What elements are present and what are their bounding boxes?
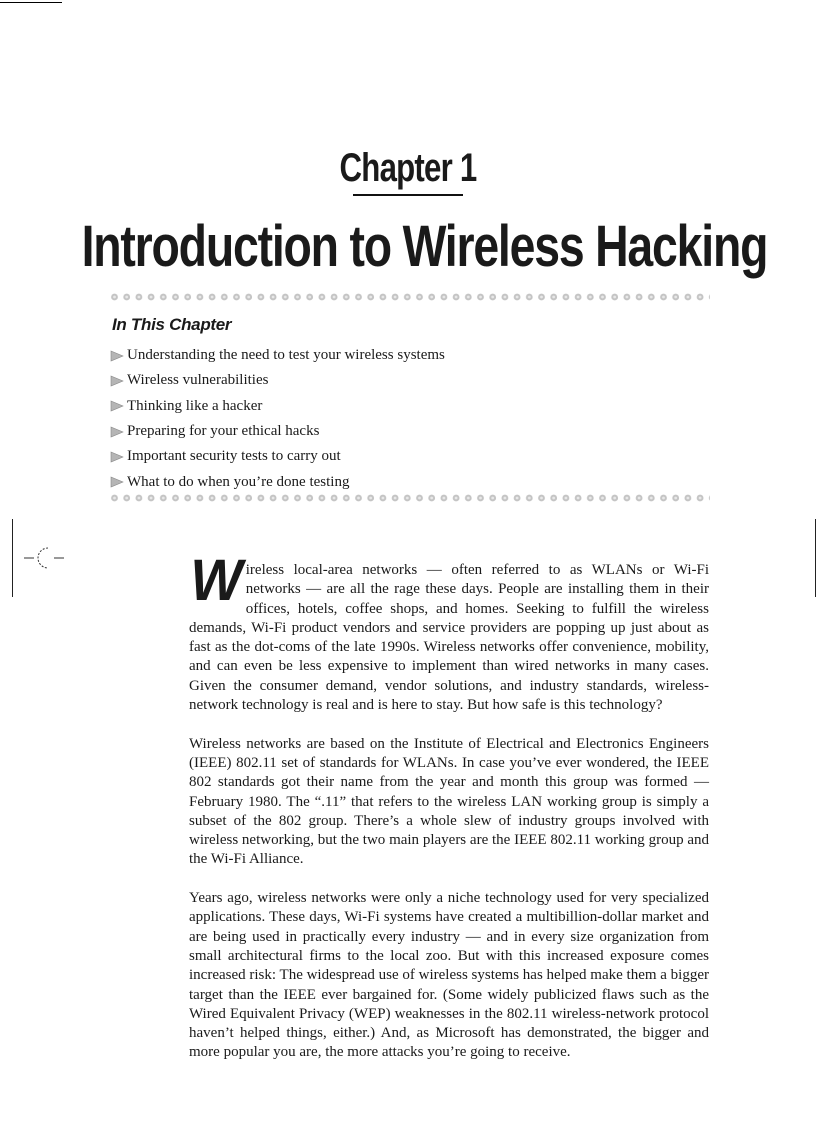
list-item-text: Important security tests to carry out — [127, 448, 341, 465]
list-item-text: Understanding the need to test your wireless systems — [127, 347, 445, 364]
arrow-bullet-icon — [108, 451, 126, 463]
chapter-body — [189, 548, 709, 1063]
paragraph-text: ireless local-area networks — often referred to as WLANs or Wi-Fi networks — are all the rage these days. People are installing them in their offices, hotels, coffee shops, and homes. Seeking to fulfill the wireless demands, Wi-Fi product vendors and service providers are popping up just about as fast as the dot-coms of the late 1990s. Wireless networks offer convenience, mobility, and can even be less expensive to implement than wired networks in many cases. Given the consumer demand, vendor solutions, and industry standards, wireless-network technology is real and is here to stay. But how safe is this technology? — [189, 562, 709, 714]
chapter-underline — [353, 194, 463, 196]
arrow-bullet-icon — [108, 476, 126, 488]
list-item — [108, 368, 445, 393]
registration-mark-icon — [22, 543, 66, 573]
body-paragraph-1 — [189, 548, 709, 715]
chapter-title: Introduction to Wireless Hacking — [81, 214, 768, 279]
dotted-divider-bottom — [110, 492, 710, 504]
crop-mark-top-left — [0, 2, 62, 3]
chapter-number: Chapter 1 — [339, 146, 477, 190]
body-paragraph-3: Years ago, wireless networks were only a niche technology used for very specialized applications. These days, Wi-Fi systems have created a multibillion-dollar market and are being used in practically every industry — and in every size organization from small architectural firms to the local zoo. But with this increased exposure comes increased risk: The widespread use of wireless systems has helped make them a bigger target than the IEEE ever bargained for. (Some widely publicized flaws such as the Wired Equivalent Privacy (WEP) weaknesses in the 802.11 wireless-network protocol haven’t helped things, either.) And, as Microsoft has demonstrated, the bigger and more popular you are, the more attacks you’re going to receive. — [189, 890, 709, 1061]
list-item — [108, 469, 445, 494]
list-item-text: What to do when you’re done testing — [127, 473, 350, 490]
list-item-text: Thinking like a hacker — [127, 397, 263, 414]
arrow-bullet-icon — [108, 350, 126, 362]
list-item — [108, 394, 445, 419]
chapter-topic-list — [108, 343, 445, 495]
list-item — [108, 419, 445, 444]
arrow-bullet-icon — [108, 426, 126, 438]
body-paragraph-2: Wireless networks are based on the Institute of Electrical and Electronics Engineers (IEEE) 802.11 set of standards for WLANs. In case you’ve ever wondered, the IEEE 802 standards got their name from the year and month this group was formed — February 1980. The “.11” that refers to the wireless LAN working group is simply a subset of the 802 group. There’s a whole slew of industry groups involved with wireless networking, but the two main players are the IEEE 802.11 working group and the Wi-Fi Alliance. — [189, 735, 709, 868]
drop-cap: W — [190, 548, 243, 613]
arrow-bullet-icon — [108, 400, 126, 412]
list-item — [108, 444, 445, 469]
list-item — [108, 343, 445, 368]
list-item-text: Preparing for your ethical hacks — [127, 423, 320, 440]
list-item-text: Wireless vulnerabilities — [127, 372, 269, 389]
crop-mark-left — [12, 519, 13, 597]
arrow-bullet-icon — [108, 375, 126, 387]
in-this-chapter-heading: In This Chapter — [112, 315, 232, 334]
dotted-divider-top — [110, 291, 710, 303]
